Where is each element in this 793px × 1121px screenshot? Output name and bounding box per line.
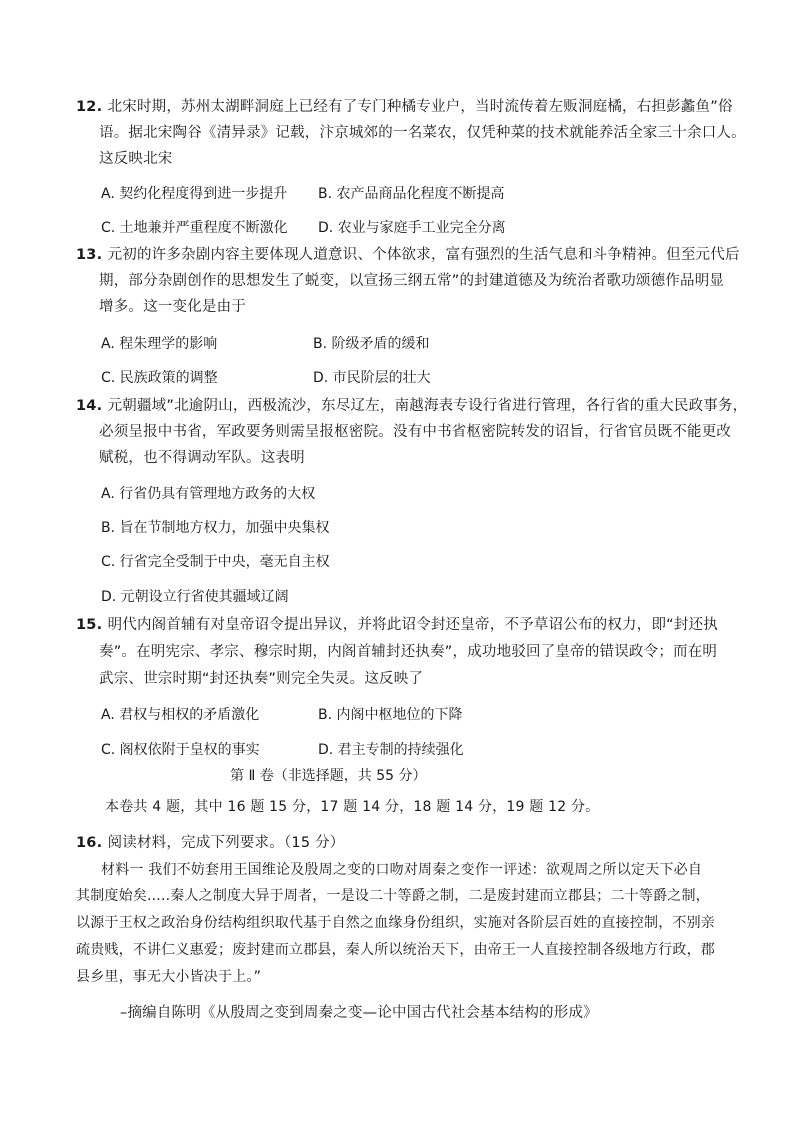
q16-material-line4: 疏贵贱，不讲仁义惠爱；废封建而立郡县，秦人所以统治天下，由帝王一人直接控制各级地方行政，郡 (76, 942, 715, 958)
q14-line1: 14. 元朝疆域”北逾阴山，西极流沙，东尽辽左，南越海表专设行省进行管理，各行省的重大民政事务， (76, 398, 748, 414)
q14-option-d: D. 元朝设立行省使其疆域辽阔 (101, 589, 289, 605)
q13-option-b: B. 阶级矛盾的缓和 (313, 336, 430, 352)
q12-option-a: A. 契约化程度得到进一步提升 (101, 186, 288, 202)
q16-material-line1: 材料一 我们不妨套用王国维论及殷周之变的口吻对周秦之变作一评述：欲观周之所以定天下必自 (101, 862, 703, 878)
q14-option-c: C. 行省完全受制于中央，毫无自主权 (101, 554, 330, 570)
q15-option-c: C. 阁权依附于皇权的事实 (101, 742, 260, 758)
q12-option-d: D. 农业与家庭手工业完全分离 (318, 220, 506, 236)
q13-number: 13 (76, 247, 97, 263)
q12-line1: 12. 北宋时期，苏州太湖畔洞庭上已经有了专门种橘专业户，当时流传着左贩洞庭橘，右担彭蠡鱼”俗 (76, 99, 733, 115)
q13-line1: 13. 元初的许多杂剧内容主要体现人道意识、个体欲求，富有强烈的生活气息和斗争精神。但至元代后 (76, 247, 740, 263)
q14-number: 14 (76, 398, 97, 414)
q14-line2: 必须呈报中书省，军政要务则需呈报枢密院。没有中书省枢密院转发的诏旨，行省官员既不能更改 (99, 424, 732, 440)
q16-source: –摘编自陈明《从殷周之变到周秦之变—论中国古代社会基本结构的形成》 (120, 1005, 598, 1021)
q15-line3: 武宗、世宗时期“封还执奏”则完全失灵。这反映了 (99, 671, 424, 687)
q16-material-line5: 县乡里，事无大小皆决于上。” (76, 969, 262, 985)
q15-number: 15 (76, 617, 97, 633)
q13-line2: 期，部分杂剧创作的思想发生了蜕变，以宣扬三纲五常”的封建道德及为统治者歌功颂德作品明显 (99, 273, 725, 289)
q14-line3: 赋税，也不得调动军队。这表明 (99, 450, 305, 466)
q13-line3: 增多。这一变化是由于 (99, 299, 246, 315)
q15-option-a: A. 君权与相权的矛盾激化 (101, 707, 260, 723)
q13-option-c: C. 民族政策的调整 (101, 370, 218, 386)
q15-line2: 奏”。在明宪宗、孝宗、穆宗时期，内阁首辅封还执奏”，成功地驳回了皇帝的错误政令；而在明 (99, 644, 718, 660)
q16-number: 16 (76, 835, 97, 851)
q13-option-d: D. 市民阶层的壮大 (313, 370, 431, 386)
q12-line2: 语。据北宋陶谷《清异录》记载，汴京城郊的一名菜农，仅凭种菜的技术就能养活全家三十余口人。 (99, 125, 746, 141)
q12-option-c: C. 土地兼并严重程度不断激化 (101, 220, 288, 236)
q12-line3: 这反映北宋 (99, 151, 173, 167)
q16-stem: 16. 阅读材料，完成下列要求。（15 分） (76, 835, 345, 851)
q15-line1: 15. 明代内阁首辅有对皇帝诏令提出异议，并将此诏令封还皇帝，不予草诏公布的权力，即“封还执 (76, 617, 718, 633)
q12-option-b: B. 农产品商品化程度不断提高 (318, 186, 505, 202)
q14-option-b: B. 旨在节制地方权力，加强中央集权 (101, 520, 330, 536)
section-2-title: 第 Ⅱ 卷（非选择题，共 55 分） (230, 768, 427, 784)
q13-option-a: A. 程朱理学的影响 (101, 336, 218, 352)
q15-option-b: B. 内阁中枢地位的下降 (318, 707, 463, 723)
q12-number: 12 (76, 99, 97, 115)
section-2-note: 本卷共 4 题，其中 16 题 15 分，17 题 14 分，18 题 14 分，19 题 12 分。 (105, 799, 600, 815)
q16-material-line3: 以源于王权之政治身份结构组织取代基于自然之血缘身份组织，实施对各阶层百姓的直接控制，不别亲 (76, 915, 715, 931)
q15-option-d: D. 君主专制的持续强化 (318, 742, 464, 758)
q14-option-a: A. 行省仍具有管理地方政务的大权 (101, 486, 316, 502)
q16-material-line2: 其制度始矣.....秦人之制度大异于周者，一是设二十等爵之制，二是废封建而立郡县；二十等爵之制， (76, 888, 710, 904)
